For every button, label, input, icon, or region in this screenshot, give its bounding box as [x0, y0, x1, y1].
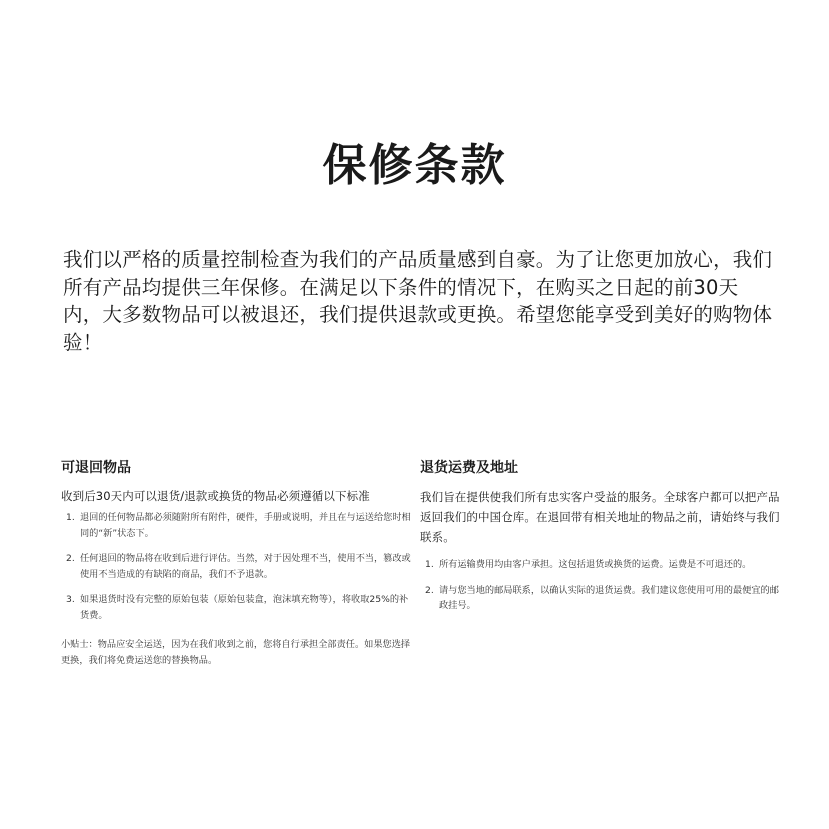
shipping-subheading: 我们旨在提供使我们所有忠实客户受益的服务。全球客户都可以把产品返回我们的中国仓库。在退回带有相关地址的物品之前，请始终与我们联系。 [420, 490, 780, 544]
item-number: 2. [425, 584, 434, 596]
returnable-heading: 可退回物品 [61, 460, 131, 476]
item-number: 1. [425, 559, 434, 570]
returnable-subheading: 收到后30天内可以退货/退款或换货的物品必须遵循以下标准 [61, 489, 370, 503]
intro-paragraph: 我们以严格的质量控制检查为我们的产品质量感到自豪。为了让您更加放心，我们所有产品均提供三年保修。在满足以下条件的情况下，在购买之日起的前30天内，大多数物品可以被退还，我们提供退款或更换。希望您能享受到美好的购物体验！ [63, 248, 773, 354]
item-text: 所有运输费用均由客户承担。这包括退货或换货的运费。运费是不可退还的。 [439, 559, 752, 570]
page-title: 保修条款 [322, 140, 507, 191]
returnable-section [61, 458, 411, 669]
item-number: 2. [66, 553, 75, 564]
shipping-section [420, 458, 780, 624]
returnable-item [66, 592, 411, 623]
shipping-item [425, 557, 780, 573]
item-number: 3. [66, 594, 75, 605]
item-number: 1. [66, 512, 75, 523]
item-text: 退回的任何物品都必须随附所有附件，硬件，手册或说明，并且在与运送给您时相同的“新”状态下。 [80, 512, 411, 539]
shipping-item [425, 583, 780, 614]
shipping-heading: 退货运费及地址 [420, 460, 518, 476]
tip-note: 小贴士：物品应安全运送，因为在我们收到之前，您将自行承担全部责任。如果您选择更换，我们将免费运送您的替换物品。 [61, 639, 411, 666]
item-text: 请与您当地的邮局联系，以确认实际的退货运费。我们建议您使用可用的最便宜的邮政挂号。 [439, 584, 779, 611]
item-text: 如果退货时没有完整的原始包装（原始包装盒，泡沫填充物等），将收取25%的补货费。 [80, 594, 409, 621]
item-text: 任何退回的物品将在收到后进行评估。当然，对于因处理不当，使用不当，篡改或使用不当造成的有缺陷的商品，我们不予退款。 [80, 553, 411, 580]
returnable-item [66, 510, 411, 541]
returnable-item [66, 551, 411, 582]
